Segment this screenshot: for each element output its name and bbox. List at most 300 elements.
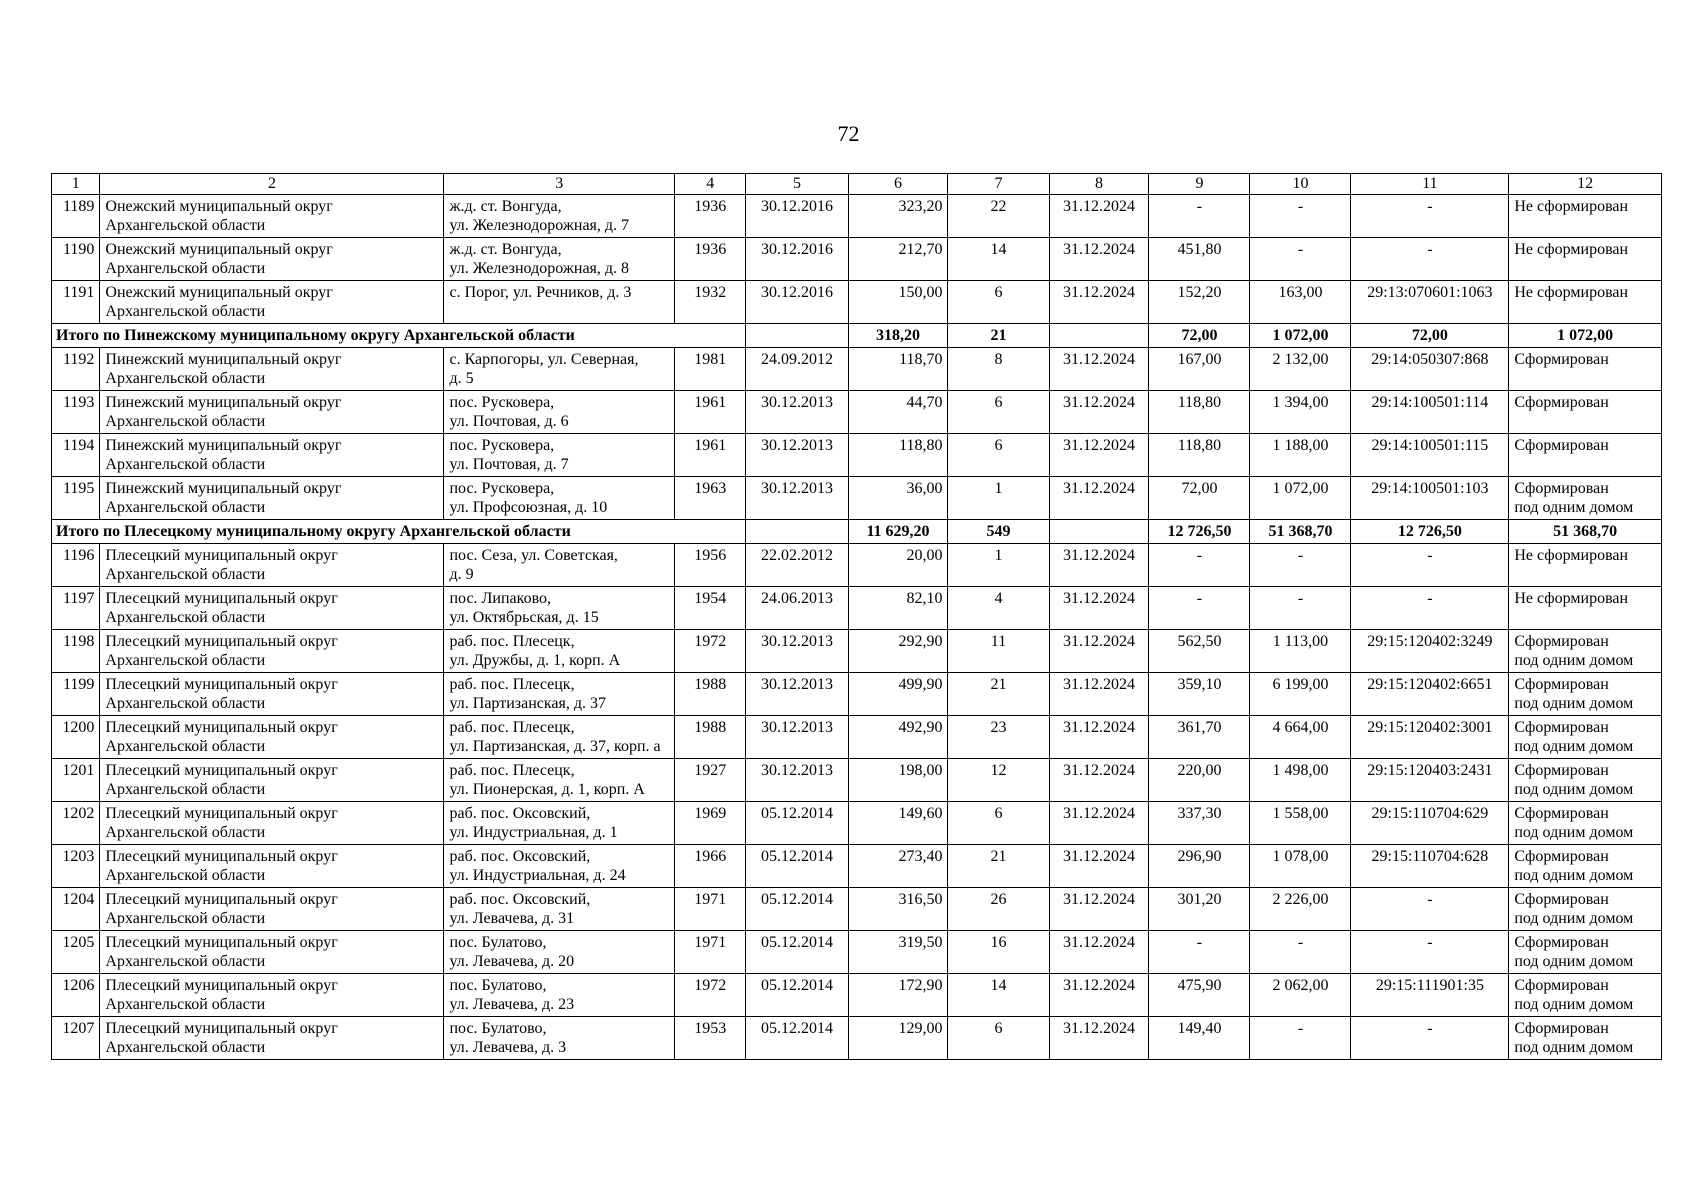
residents xyxy=(948,888,1049,931)
municipality-text: Плесецкий муниципальный округ xyxy=(105,719,338,736)
build-year-text: 1969 xyxy=(694,805,727,822)
area-text: 212,70 xyxy=(898,241,943,258)
table-row xyxy=(52,391,1662,434)
cadastral-number-text: 29:15:120403:2431 xyxy=(1367,762,1493,779)
cadastral-number xyxy=(1351,974,1509,1017)
area xyxy=(848,238,948,281)
recognition-date-text: 24.06.2013 xyxy=(761,590,833,607)
municipality-text: Пинежский муниципальный округ xyxy=(105,437,342,454)
area xyxy=(848,391,948,434)
municipality xyxy=(100,1017,444,1060)
row-number xyxy=(52,391,100,434)
build-year xyxy=(674,434,746,477)
col9-value-text: 149,40 xyxy=(1177,1020,1222,1037)
col9-value xyxy=(1149,477,1250,520)
resettlement-date xyxy=(1049,845,1149,888)
resettlement-date-text: 31.12.2024 xyxy=(1062,848,1135,865)
subtotal-col10 xyxy=(1250,324,1351,348)
recognition-date-text: 05.12.2014 xyxy=(761,977,833,994)
subtotal-area xyxy=(848,520,948,544)
col10-value xyxy=(1250,845,1351,888)
recognition-date-text: 05.12.2014 xyxy=(761,805,833,822)
land-status-text: под одним домом xyxy=(1514,499,1634,516)
land-status xyxy=(1509,391,1662,434)
municipality xyxy=(100,716,444,759)
col9-value xyxy=(1149,974,1250,1017)
col10-value-text: - xyxy=(1297,1020,1304,1037)
cadastral-number-text: - xyxy=(1427,547,1433,564)
build-year xyxy=(674,477,746,520)
land-status-text: под одним домом xyxy=(1514,867,1634,884)
address-text: с. Карпогоры, ул. Северная, xyxy=(449,351,639,368)
residents-text: 6 xyxy=(994,437,1003,454)
municipality-text: Архангельской области xyxy=(105,370,266,387)
cadastral-number xyxy=(1351,845,1509,888)
table-row xyxy=(52,716,1662,759)
col10-value-text: 163,00 xyxy=(1278,284,1323,301)
col9-value-text: - xyxy=(1196,590,1203,607)
col10-value xyxy=(1250,391,1351,434)
recognition-date xyxy=(746,348,848,391)
recognition-date-text: 30.12.2013 xyxy=(761,394,833,411)
recognition-date-text: 05.12.2014 xyxy=(761,1020,833,1037)
area xyxy=(848,716,948,759)
residents xyxy=(948,544,1049,587)
row-number-text: 1196 xyxy=(62,547,95,564)
land-status-text: под одним домом xyxy=(1514,695,1634,712)
row-number-text: 1204 xyxy=(62,891,95,908)
address-text: раб. пос. Оксовский, xyxy=(449,848,591,865)
area-text: 118,70 xyxy=(899,351,943,368)
address xyxy=(444,195,674,238)
land-status xyxy=(1509,348,1662,391)
municipality-text: Архангельской области xyxy=(105,867,266,884)
col10-value xyxy=(1250,802,1351,845)
build-year xyxy=(674,845,746,888)
land-status-text: под одним домом xyxy=(1514,781,1634,798)
row-number xyxy=(52,281,100,324)
residents-text: 11 xyxy=(990,633,1007,650)
municipality-text: Плесецкий муниципальный округ xyxy=(105,547,338,564)
col10-value-text: 1 394,00 xyxy=(1272,394,1329,411)
recognition-date-text: 30.12.2013 xyxy=(761,480,833,497)
col10-value xyxy=(1250,759,1351,802)
recognition-date xyxy=(746,931,848,974)
municipality-text: Плесецкий муниципальный округ xyxy=(105,805,338,822)
residents-text: 8 xyxy=(994,351,1003,368)
residents-text: 6 xyxy=(994,805,1003,822)
build-year xyxy=(674,974,746,1017)
col10-value-text: - xyxy=(1297,547,1304,564)
land-status xyxy=(1509,802,1662,845)
residents xyxy=(948,630,1049,673)
row-number xyxy=(52,544,100,587)
col9-value xyxy=(1149,281,1250,324)
land-status-text: Сформирован xyxy=(1514,977,1609,994)
subtotal-label xyxy=(52,324,746,348)
resettlement-date xyxy=(1049,1017,1149,1060)
residents-text: 14 xyxy=(990,977,1007,994)
residents xyxy=(948,673,1049,716)
area xyxy=(848,587,948,630)
cadastral-number xyxy=(1351,630,1509,673)
area xyxy=(848,630,948,673)
municipality-text: Архангельской области xyxy=(105,695,266,712)
residents xyxy=(948,348,1049,391)
col10-value xyxy=(1250,195,1351,238)
municipality xyxy=(100,391,444,434)
col10-value-text: - xyxy=(1297,590,1304,607)
subtotal-area-text: 11 629,20 xyxy=(866,523,930,540)
address-text: пос. Булатово, xyxy=(449,934,547,951)
address-text: ул. Левачева, д. 23 xyxy=(449,996,575,1013)
cadastral-number xyxy=(1351,195,1509,238)
resettlement-date-text: 31.12.2024 xyxy=(1062,284,1135,301)
table-row xyxy=(52,630,1662,673)
row-number-text: 1200 xyxy=(62,719,95,736)
area xyxy=(848,931,948,974)
col9-value xyxy=(1149,888,1250,931)
col9-value-text: 301,20 xyxy=(1177,891,1222,908)
address xyxy=(444,716,674,759)
municipality-text: Архангельской области xyxy=(105,566,266,583)
area-text: 319,50 xyxy=(898,934,943,951)
row-number-text: 1201 xyxy=(62,762,95,779)
recognition-date xyxy=(746,974,848,1017)
col10-value xyxy=(1250,434,1351,477)
build-year-text: 1936 xyxy=(694,241,727,258)
subtotal-label-text: Итого по Плесецкому муниципальному округу Архангельской области xyxy=(56,523,571,540)
cadastral-number-text: - xyxy=(1427,1020,1433,1037)
recognition-date-text: 24.09.2012 xyxy=(761,351,833,368)
subtotal-col12 xyxy=(1509,324,1662,348)
residents-text: 6 xyxy=(994,1020,1003,1037)
build-year-text: 1972 xyxy=(694,633,727,650)
col10-value xyxy=(1250,238,1351,281)
residents xyxy=(948,195,1049,238)
area-text: 316,50 xyxy=(898,891,943,908)
cadastral-number-text: 29:14:100501:115 xyxy=(1371,437,1489,454)
subtotal-row xyxy=(52,324,1662,348)
column-number: 11 xyxy=(1351,174,1509,195)
build-year xyxy=(674,544,746,587)
area-text: 149,60 xyxy=(898,805,943,822)
col9-value xyxy=(1149,931,1250,974)
resettlement-date xyxy=(1049,477,1149,520)
land-status xyxy=(1509,544,1662,587)
resettlement-date xyxy=(1049,281,1149,324)
address xyxy=(444,673,674,716)
empty-cell xyxy=(746,324,848,348)
recognition-date-text: 30.12.2013 xyxy=(761,676,833,693)
residents xyxy=(948,845,1049,888)
recognition-date xyxy=(746,434,848,477)
municipality-text: Плесецкий муниципальный округ xyxy=(105,762,338,779)
cadastral-number xyxy=(1351,544,1509,587)
address-text: пос. Булатово, xyxy=(449,1020,547,1037)
municipality-text: Плесецкий муниципальный округ xyxy=(105,848,338,865)
land-status-text: Не сформирован xyxy=(1514,241,1629,258)
col9-value-text: - xyxy=(1196,934,1203,951)
land-status-text: под одним домом xyxy=(1514,1039,1634,1056)
row-number xyxy=(52,1017,100,1060)
municipality-text: Плесецкий муниципальный округ xyxy=(105,590,338,607)
residents xyxy=(948,281,1049,324)
address-text: раб. пос. Оксовский, xyxy=(449,805,591,822)
area-text: 118,80 xyxy=(899,437,943,454)
address xyxy=(444,391,674,434)
land-status-text: под одним домом xyxy=(1514,652,1634,669)
land-status-text: Сформирован xyxy=(1514,437,1609,454)
recognition-date xyxy=(746,544,848,587)
empty-cell xyxy=(746,520,848,544)
build-year-text: 1972 xyxy=(694,977,727,994)
row-number-text: 1190 xyxy=(62,241,95,258)
municipality-text: Онежский муниципальный округ xyxy=(105,198,333,215)
col9-value-text: - xyxy=(1196,198,1203,215)
column-number: 7 xyxy=(948,174,1049,195)
area-text: 36,00 xyxy=(906,480,943,497)
resettlement-date-text: 31.12.2024 xyxy=(1062,762,1135,779)
municipality-text: Пинежский муниципальный округ xyxy=(105,394,342,411)
row-number-text: 1189 xyxy=(62,198,95,215)
build-year xyxy=(674,802,746,845)
municipality xyxy=(100,931,444,974)
subtotal-people-text: 549 xyxy=(986,523,1011,540)
cadastral-number xyxy=(1351,281,1509,324)
municipality xyxy=(100,195,444,238)
municipality-text: Архангельской области xyxy=(105,738,266,755)
recognition-date-text: 30.12.2013 xyxy=(761,762,833,779)
residents xyxy=(948,931,1049,974)
subtotal-area xyxy=(848,324,948,348)
column-number: 10 xyxy=(1250,174,1351,195)
col10-value-text: - xyxy=(1297,241,1304,258)
resettlement-date-text: 31.12.2024 xyxy=(1062,394,1135,411)
resettlement-date xyxy=(1049,931,1149,974)
address-text: пос. Русковера, xyxy=(449,437,555,454)
residents-text: 21 xyxy=(990,676,1007,693)
col10-value xyxy=(1250,587,1351,630)
land-status xyxy=(1509,195,1662,238)
column-number: 2 xyxy=(100,174,444,195)
address-text: ул. Партизанская, д. 37 xyxy=(449,695,606,712)
build-year-text: 1932 xyxy=(694,284,727,301)
recognition-date xyxy=(746,238,848,281)
area-text: 323,20 xyxy=(898,198,943,215)
municipality xyxy=(100,348,444,391)
municipality-text: Архангельской области xyxy=(105,910,266,927)
municipality xyxy=(100,845,444,888)
resettlement-date-text: 31.12.2024 xyxy=(1062,891,1135,908)
address-text: ж.д. ст. Вонгуда, xyxy=(449,198,562,215)
municipality xyxy=(100,477,444,520)
row-number xyxy=(52,630,100,673)
subtotal-col11 xyxy=(1351,520,1509,544)
row-number-text: 1205 xyxy=(62,934,95,951)
land-status xyxy=(1509,974,1662,1017)
municipality xyxy=(100,434,444,477)
subtotal-people xyxy=(948,520,1049,544)
row-number-text: 1206 xyxy=(62,977,95,994)
address-text: ул. Железнодорожная, д. 8 xyxy=(449,260,630,277)
address-text: ул. Левачева, д. 3 xyxy=(449,1039,567,1056)
build-year-text: 1966 xyxy=(694,848,727,865)
table-row xyxy=(52,1017,1662,1060)
resettlement-date xyxy=(1049,630,1149,673)
land-status xyxy=(1509,716,1662,759)
land-status xyxy=(1509,759,1662,802)
area xyxy=(848,1017,948,1060)
cadastral-number-text: - xyxy=(1427,590,1433,607)
build-year xyxy=(674,888,746,931)
build-year xyxy=(674,716,746,759)
municipality xyxy=(100,673,444,716)
residents xyxy=(948,238,1049,281)
col10-value-text: - xyxy=(1297,198,1304,215)
col9-value-text: 118,80 xyxy=(1177,437,1222,454)
resettlement-date xyxy=(1049,673,1149,716)
col9-value-text: 118,80 xyxy=(1177,394,1222,411)
residents-text: 12 xyxy=(990,762,1007,779)
resettlement-date xyxy=(1049,888,1149,931)
col10-value-text: 4 664,00 xyxy=(1272,719,1329,736)
residents-text: 16 xyxy=(990,934,1007,951)
col9-value xyxy=(1149,630,1250,673)
land-status-text: под одним домом xyxy=(1514,738,1634,755)
row-number xyxy=(52,673,100,716)
row-number xyxy=(52,716,100,759)
row-number xyxy=(52,477,100,520)
table-row xyxy=(52,477,1662,520)
land-status-text: под одним домом xyxy=(1514,953,1634,970)
land-status-text: Сформирован xyxy=(1514,891,1609,908)
recognition-date-text: 30.12.2016 xyxy=(761,198,833,215)
build-year-text: 1953 xyxy=(694,1020,727,1037)
recognition-date xyxy=(746,888,848,931)
resettlement-date-text: 31.12.2024 xyxy=(1062,241,1135,258)
build-year-text: 1956 xyxy=(694,547,727,564)
land-status-text: Сформирован xyxy=(1514,762,1609,779)
land-status-text: Сформирован xyxy=(1514,676,1609,693)
housing-table xyxy=(51,173,1662,1060)
recognition-date-text: 05.12.2014 xyxy=(761,934,833,951)
row-number xyxy=(52,195,100,238)
municipality-text: Архангельской области xyxy=(105,260,266,277)
row-number xyxy=(52,238,100,281)
column-number-row xyxy=(52,174,1662,195)
build-year-text: 1963 xyxy=(694,480,727,497)
col9-value xyxy=(1149,673,1250,716)
recognition-date xyxy=(746,391,848,434)
resettlement-date xyxy=(1049,434,1149,477)
resettlement-date xyxy=(1049,716,1149,759)
row-number xyxy=(52,587,100,630)
recognition-date-text: 30.12.2013 xyxy=(761,719,833,736)
col9-value-text: - xyxy=(1196,547,1203,564)
col10-value-text: 1 113,00 xyxy=(1272,633,1329,650)
municipality-text: Архангельской области xyxy=(105,499,266,516)
cadastral-number-text: 29:14:100501:103 xyxy=(1371,480,1489,497)
area xyxy=(848,888,948,931)
resettlement-date xyxy=(1049,759,1149,802)
table-row xyxy=(52,845,1662,888)
municipality xyxy=(100,587,444,630)
cadastral-number-text: 29:15:120402:3249 xyxy=(1367,633,1493,650)
table-row xyxy=(52,802,1662,845)
residents xyxy=(948,974,1049,1017)
resettlement-date-text: 31.12.2024 xyxy=(1062,547,1135,564)
municipality-text: Архангельской области xyxy=(105,413,266,430)
cadastral-number-text: 29:13:070601:1063 xyxy=(1367,284,1493,301)
land-status-text: Не сформирован xyxy=(1514,547,1629,564)
recognition-date xyxy=(746,802,848,845)
col10-value xyxy=(1250,544,1351,587)
recognition-date-text: 05.12.2014 xyxy=(761,848,833,865)
area xyxy=(848,759,948,802)
recognition-date xyxy=(746,1017,848,1060)
residents xyxy=(948,759,1049,802)
col9-value-text: 359,10 xyxy=(1177,676,1222,693)
land-status xyxy=(1509,281,1662,324)
recognition-date xyxy=(746,587,848,630)
land-status xyxy=(1509,434,1662,477)
municipality xyxy=(100,759,444,802)
recognition-date xyxy=(746,477,848,520)
address xyxy=(444,974,674,1017)
address xyxy=(444,1017,674,1060)
address xyxy=(444,238,674,281)
col10-value-text: 1 498,00 xyxy=(1272,762,1329,779)
col9-value xyxy=(1149,759,1250,802)
area-text: 492,90 xyxy=(898,719,943,736)
col9-value xyxy=(1149,391,1250,434)
residents xyxy=(948,587,1049,630)
col10-value xyxy=(1250,281,1351,324)
area-text: 82,10 xyxy=(906,590,943,607)
land-status-text: Сформирован xyxy=(1514,480,1609,497)
col10-value-text: 2 226,00 xyxy=(1272,891,1329,908)
recognition-date-text: 05.12.2014 xyxy=(761,891,833,908)
area-text: 44,70 xyxy=(906,394,943,411)
table-row xyxy=(52,888,1662,931)
cadastral-number xyxy=(1351,716,1509,759)
cadastral-number xyxy=(1351,434,1509,477)
col9-value-text: 152,20 xyxy=(1177,284,1222,301)
row-number-text: 1195 xyxy=(62,480,95,497)
row-number xyxy=(52,348,100,391)
cadastral-number xyxy=(1351,673,1509,716)
row-number xyxy=(52,974,100,1017)
resettlement-date xyxy=(1049,544,1149,587)
municipality xyxy=(100,630,444,673)
address-text: д. 9 xyxy=(449,566,474,583)
municipality-text: Архангельской области xyxy=(105,217,266,234)
area xyxy=(848,544,948,587)
col10-value xyxy=(1250,1017,1351,1060)
cadastral-number xyxy=(1351,888,1509,931)
cadastral-number xyxy=(1351,802,1509,845)
address-text: пос. Липаково, xyxy=(449,590,552,607)
area xyxy=(848,195,948,238)
col10-value-text: 2 062,00 xyxy=(1272,977,1329,994)
build-year xyxy=(674,587,746,630)
subtotal-col12-text: 51 368,70 xyxy=(1553,523,1618,540)
col9-value xyxy=(1149,238,1250,281)
build-year-text: 1961 xyxy=(694,394,727,411)
table-row xyxy=(52,673,1662,716)
column-number: 3 xyxy=(444,174,674,195)
